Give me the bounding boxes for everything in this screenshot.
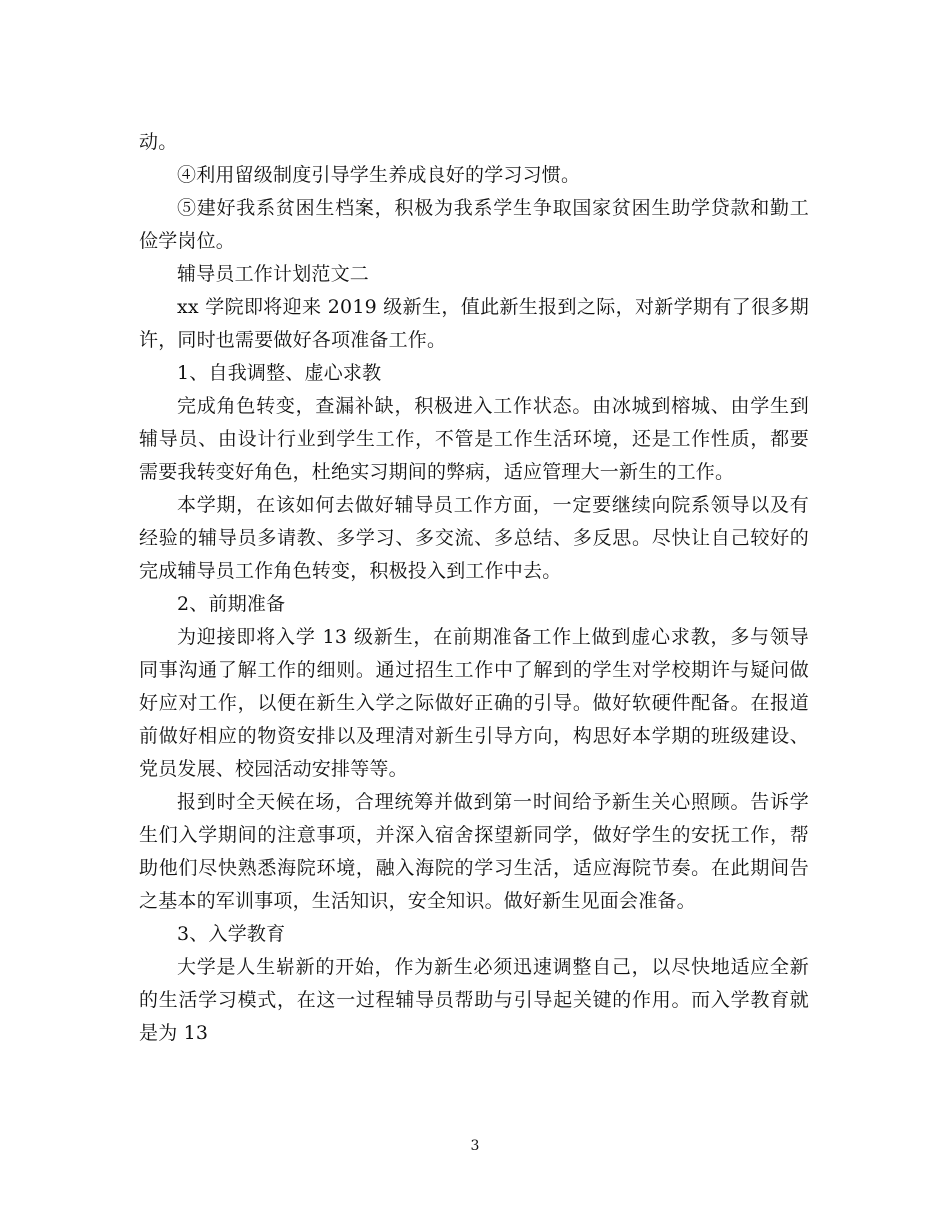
section-heading: 3、入学教育 [177,923,286,945]
paragraph: 报到时全天候在场，合理统筹并做到第一时间给予新生关心照顾。告诉学生们入学期间的注意事项，并深入宿舍探望新同学，做好学生的安抚工作，帮助他们尽快熟悉海院环境，融入海院的学习生活，适应海院节奏。在此期间告之基本的军训事项，生活知识，安全知识。做好新生见面会准备。 [139,791,809,912]
page-number: 3 [470,1138,480,1154]
paragraph: 完成角色转变，查漏补缺，积极进入工作状态。由冰城到榕城、由学生到辅导员、由设计行业到学生工作，不管是工作生活环境，还是工作性质，都要需要我转变好角色，杜绝实习期间的弊病，适应管理大一新生的工作。 [139,395,809,483]
document-body [139,126,809,1050]
paragraph: 为迎接即将入学 13 级新生，在前期准备工作上做到虚心求教，多与领导同事沟通了解工作的细则。通过招生工作中了解到的学生对学校期许与疑问做好应对工作，以便在新生入学之际做好正确的引导。做好软硬件配备。在报道前做好相应的物资安排以及理清对新生引导方向，构思好本学期的班级建设、党员发展、校园活动安排等等。 [139,626,809,780]
paragraph: 大学是人生崭新的开始，作为新生必须迅速调整自己，以尽快地适应全新的生活学习模式，在这一过程辅导员帮助与引导起关键的作用。而入学教育就是为 13 [139,956,809,1044]
paragraph: xx 学院即将迎来 2019 级新生，值此新生报到之际，对新学期有了很多期许，同时也需要做好各项准备工作。 [139,296,809,351]
paragraph: 动。 [139,131,178,153]
paragraph: ④利用留级制度引导学生养成良好的学习习惯。 [177,164,581,186]
paragraph: 本学期，在该如何去做好辅导员工作方面，一定要继续向院系领导以及有经验的辅导员多请教、多学习、多交流、多总结、多反思。尽快让自己较好的完成辅导员工作角色转变，积极投入到工作中去。 [139,494,809,582]
section-heading: 1、自我调整、虚心求教 [177,362,382,384]
paragraph: ⑤建好我系贫困生档案，积极为我系学生争取国家贫困生助学贷款和勤工俭学岗位。 [139,197,809,252]
section-heading: 2、前期准备 [177,593,286,615]
section-heading: 辅导员工作计划范文二 [177,263,370,285]
